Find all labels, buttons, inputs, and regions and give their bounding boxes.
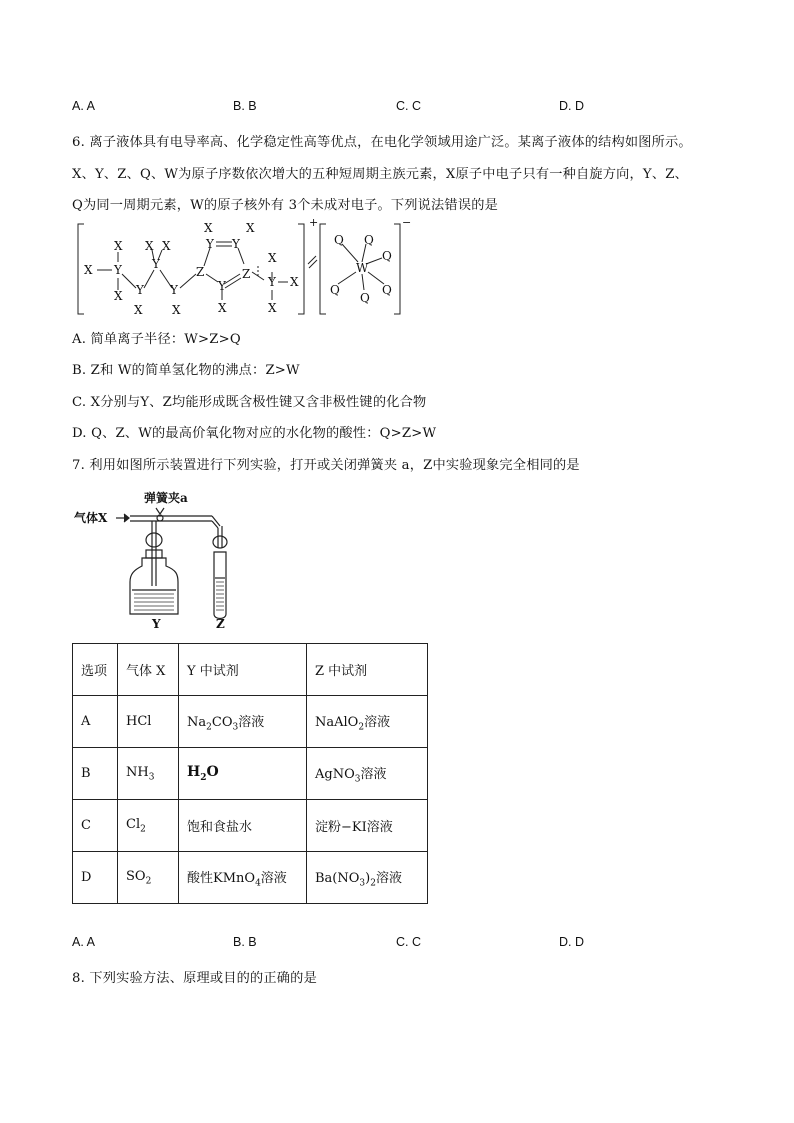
q5-option-b: B. B [233, 99, 257, 113]
q6-stem-line3: Q为同一周期元素，W的原子核外有 3个未成对电子。下列说法错误的是 [72, 198, 498, 213]
q6-option-a: A. 简单离子半径：W>Z>Q [72, 332, 241, 347]
svg-text:X: X [218, 301, 227, 315]
table-cell: $H_2O$ [179, 748, 307, 800]
svg-text:X: X [145, 239, 154, 253]
svg-text:Y: Y [114, 263, 122, 277]
svg-text:Q: Q [382, 249, 392, 263]
svg-text:X: X [134, 303, 143, 317]
svg-text:W: W [356, 261, 369, 275]
q7-stem: 7. 利用如图所示装置进行下列实验，打开或关闭弹簧夹 a，Z中实验现象完全相同的是 [72, 458, 580, 473]
q7-option-d: D. D [559, 935, 584, 949]
table-cell: HCl [118, 696, 179, 748]
svg-text:X: X [290, 275, 299, 289]
svg-text:Q: Q [334, 233, 344, 247]
table-cell: $Cl_2$ [118, 800, 179, 852]
q7-option-a: A. A [72, 935, 95, 949]
svg-text:X: X [246, 221, 255, 235]
table-cell: 饱和食盐水 [179, 800, 307, 852]
table-cell: 酸性KMnO$_4$溶液 [179, 852, 307, 904]
q6-option-d: D. Q、Z、W的最高价氧化物对应的水化物的酸性：Q>Z>W [72, 426, 437, 441]
table-cell: C [73, 800, 118, 852]
table-cell: 淀粉−KI溶液 [307, 800, 428, 852]
svg-text:Y: Y [218, 279, 226, 293]
table-cell: AgNO$_3$溶液 [307, 748, 428, 800]
table-cell: $NH_3$ [118, 748, 179, 800]
q6-stem-line1: 6. 离子液体具有电导率高、化学稳定性高等优点，在电化学领域用途广泛。某离子液体的结构如图所示。 [72, 135, 692, 150]
svg-text:X: X [114, 239, 123, 253]
svg-text:Q: Q [382, 283, 392, 297]
svg-text:X: X [204, 221, 213, 235]
table-header-cell: Y 中试剂 [179, 644, 307, 696]
table-row [73, 748, 428, 800]
table-row [73, 696, 428, 748]
q6-option-c: C. X分别与Y、Z均能形成既含极性键又含非极性键的化合物 [72, 395, 427, 410]
q5-option-d: D. D [559, 99, 584, 113]
reagent-table [72, 643, 428, 904]
table-header-cell: 选项 [73, 644, 118, 696]
q5-option-c: C. C [396, 99, 421, 113]
table-row [73, 800, 428, 852]
svg-text:Y: Y [152, 617, 161, 631]
table-header-row [73, 644, 428, 696]
q7-option-b: B. B [233, 935, 257, 949]
table-cell: NaAlO$_2$溶液 [307, 696, 428, 748]
svg-text:Q: Q [330, 283, 340, 297]
svg-text:Y: Y [170, 283, 178, 297]
svg-text:−: − [402, 218, 412, 229]
svg-text:Y: Y [152, 257, 160, 271]
svg-text:Z: Z [216, 617, 225, 631]
q5-option-a: A. A [72, 99, 95, 113]
svg-text:Q: Q [360, 291, 370, 305]
q6-option-b: B. Z和 W的简单氢化物的沸点：Z>W [72, 363, 300, 378]
svg-text:X: X [268, 251, 277, 265]
svg-text:Z: Z [242, 267, 251, 281]
table-cell: D [73, 852, 118, 904]
q7-option-c: C. C [396, 935, 421, 949]
table-header-cell: Z 中试剂 [307, 644, 428, 696]
svg-text:Q: Q [364, 233, 374, 247]
q6-stem-line2: X、Y、Z、Q、W为原子序数依次增大的五种短周期主族元素，X原子中电子只有一种自旋方向，Y、Z、 [72, 167, 688, 182]
q8-stem: 8. 下列实验方法、原理或目的的正确的是 [72, 971, 317, 986]
svg-text:Y: Y [232, 237, 240, 251]
svg-text:气体X: 气体X [74, 511, 108, 525]
svg-text:弹簧夹a: 弹簧夹a [144, 491, 188, 505]
experiment-apparatus [72, 486, 247, 631]
table-row [73, 852, 428, 904]
table-cell: $Na_2CO_3$溶液 [179, 696, 307, 748]
table-cell: A [73, 696, 118, 748]
svg-text:Z: Z [196, 265, 205, 279]
svg-text:X: X [114, 289, 123, 303]
svg-text:+: + [309, 218, 319, 229]
table-header-cell: 气体 X [118, 644, 179, 696]
table-cell: B [73, 748, 118, 800]
table-cell: $SO_2$ [118, 852, 179, 904]
svg-text:Y: Y [206, 237, 214, 251]
svg-text:X: X [84, 263, 93, 277]
svg-text:Y: Y [136, 283, 144, 297]
svg-text:Y: Y [268, 275, 276, 289]
ionic-liquid-structure [72, 218, 412, 318]
svg-text:X: X [268, 301, 277, 315]
svg-text:X: X [162, 239, 171, 253]
svg-text:X: X [172, 303, 181, 317]
table-cell: $Ba(NO_3)_2$溶液 [307, 852, 428, 904]
